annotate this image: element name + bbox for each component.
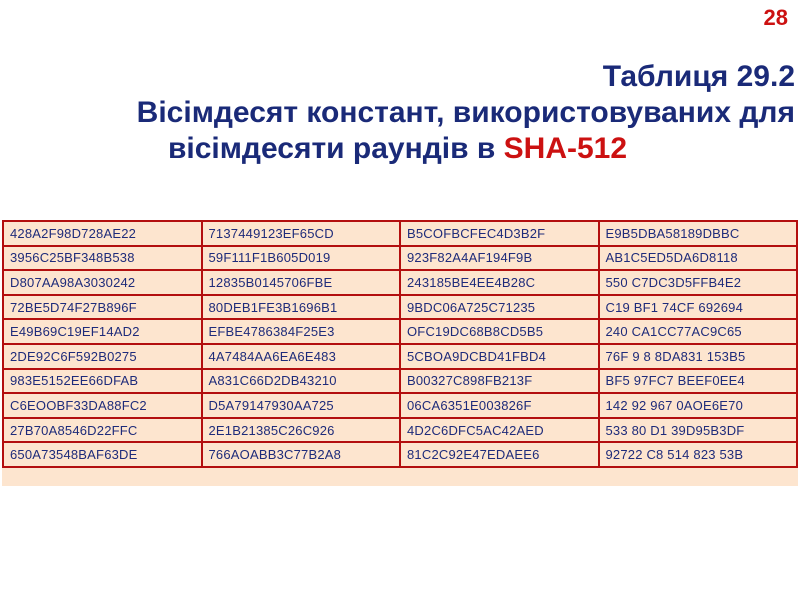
constants-table-body: [3, 221, 797, 467]
table-row: [3, 344, 797, 369]
table-cell: 59F111F1B605D019: [202, 246, 401, 271]
table-cell: C19 BF1 74CF 692694: [599, 295, 798, 320]
table-cell: B5COFBCFEC4D3B2F: [400, 221, 599, 246]
table-cell: 550 C7DC3D5FFB4E2: [599, 270, 798, 295]
table-cell: 243185BE4EE4B28C: [400, 270, 599, 295]
table-row: [3, 369, 797, 394]
table-cell: 533 80 D1 39D95B3DF: [599, 418, 798, 443]
table-cell: E49B69C19EF14AD2: [3, 319, 202, 344]
table-cell: 92722 C8 514 823 53B: [599, 442, 798, 467]
table-cell: EFBE4786384F25E3: [202, 319, 401, 344]
table-cell: 81C2C92E47EDAEE6: [400, 442, 599, 467]
table-row: [3, 295, 797, 320]
table-cell: 7137449123EF65CD: [202, 221, 401, 246]
table-cell: 4D2C6DFC5AC42AED: [400, 418, 599, 443]
table-row: [3, 246, 797, 271]
table-cell: 428A2F98D728AE22: [3, 221, 202, 246]
table-cell: A831C66D2DB43210: [202, 369, 401, 394]
slide-title: [0, 59, 795, 167]
table-cell: 5CBOA9DCBD41FBD4: [400, 344, 599, 369]
table-cell: 650A73548BAF63DE: [3, 442, 202, 467]
table-cell: AB1C5ED5DA6D8118: [599, 246, 798, 271]
table-cell: 06CA6351E003826F: [400, 393, 599, 418]
table-cell: E9B5DBA58189DBBC: [599, 221, 798, 246]
table-cell: 923F82A4AF194F9B: [400, 246, 599, 271]
table-cell: 2E1B21385C26C926: [202, 418, 401, 443]
table-cell: 72BE5D74F27B896F: [3, 295, 202, 320]
table-cell: D5A79147930AA725: [202, 393, 401, 418]
sha512-constants-table: [2, 220, 798, 468]
table-cell: C6EOOBF33DA88FC2: [3, 393, 202, 418]
table-row: [3, 393, 797, 418]
title-line-3-text: вісімдесяти раундів в: [167, 132, 504, 165]
table-cell: D807AA98A3030242: [3, 270, 202, 295]
table-cell: 766AOABB3C77B2A8: [202, 442, 401, 467]
table-cell: OFC19DC68B8CD5B5: [400, 319, 599, 344]
title-accent-sha512: SHA-512: [503, 132, 628, 165]
title-line-3: [0, 131, 795, 167]
table-cell: 240 CA1CC77AC9C65: [599, 319, 798, 344]
table-row: [3, 319, 797, 344]
table-row: [3, 418, 797, 443]
table-cell: 27B70A8546D22FFC: [3, 418, 202, 443]
slide-number: 28: [763, 5, 788, 30]
table-cell: 12835B0145706FBE: [202, 270, 401, 295]
table-cell: 80DEB1FE3B1696B1: [202, 295, 401, 320]
table-cell: 2DE92C6F592B0275: [3, 344, 202, 369]
table-row: [3, 442, 797, 467]
table-cell: 9BDC06A725C71235: [400, 295, 599, 320]
table-row: [3, 270, 797, 295]
table-row: [3, 221, 797, 246]
table-cell: BF5 97FC7 BEEF0EE4: [599, 369, 798, 394]
table-caption: Таблиця 29.2: [602, 60, 795, 93]
table-cell: 3956C25BF348B538: [3, 246, 202, 271]
table-cell: B00327C898FB213F: [400, 369, 599, 394]
constants-table-container: [2, 220, 798, 486]
table-cell: 4A7484AA6EA6E483: [202, 344, 401, 369]
title-line-2: Вісімдесят констант, використовуваних для: [136, 96, 795, 129]
table-cell: 983E5152EE66DFAB: [3, 369, 202, 394]
table-cell: 76F 9 8 8DA831 153B5: [599, 344, 798, 369]
table-cell: 142 92 967 0AOE6E70: [599, 393, 798, 418]
